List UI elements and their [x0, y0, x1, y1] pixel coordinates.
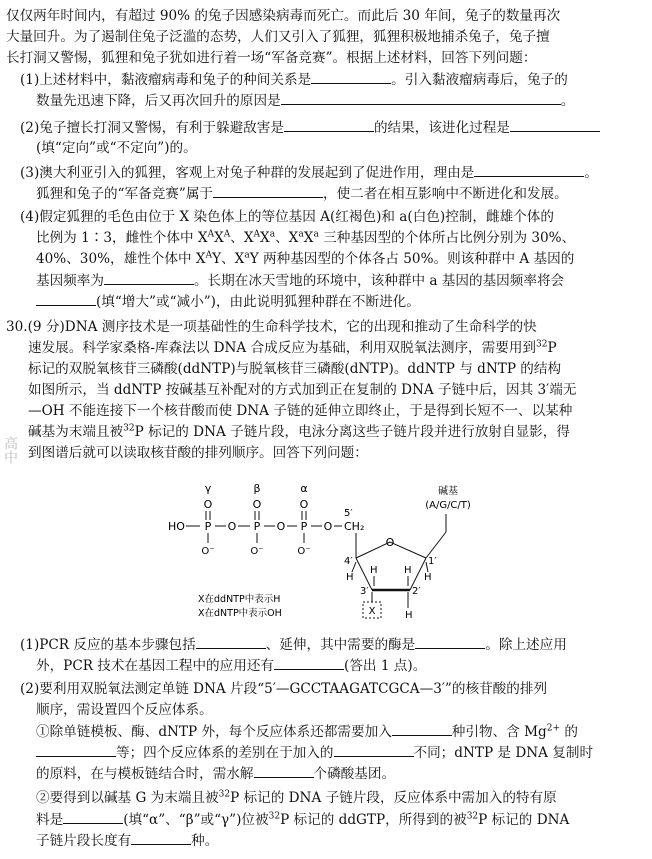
superscript: a	[269, 229, 276, 240]
ho-group: HO	[168, 520, 185, 533]
carbon-3-label: 3′	[360, 586, 369, 597]
phosphate-beta: P	[253, 520, 261, 533]
superscript: 32	[268, 811, 281, 822]
text-line-26	[36, 721, 646, 742]
superscript: a	[313, 229, 319, 240]
text-run: 、延伸，其中需要的酶是	[265, 637, 416, 653]
text-line-29	[36, 788, 646, 808]
text-line-21	[28, 443, 646, 463]
text-line-30	[36, 809, 646, 830]
text-run: 外，PCR 技术在基因工程中的应用还有	[36, 658, 275, 674]
bridge-oxygen-1: O	[227, 520, 237, 533]
hydrogen-c1: H	[424, 572, 432, 583]
text-line-4	[20, 69, 646, 90]
superscript: A	[205, 250, 213, 261]
text-run: 长打洞又警惕，狐狸和兔子犹如进行着一场“军备竞赛”。根据上述材料，回答下列问题：	[6, 50, 537, 66]
base-title: 碱基	[438, 486, 458, 497]
text-run: 三种基因型的个体所占比例分别为 30%、	[318, 230, 576, 246]
x-substituent: X	[368, 606, 376, 617]
text-run: 子链片段长度有	[36, 833, 132, 849]
note-dntp: X在dNTP中表示OH	[198, 608, 282, 619]
text-run: 到图谱后就可以读取核苷酸的排列顺序。回答下列问题：	[28, 445, 368, 461]
answer-blank[interactable]	[213, 183, 323, 198]
text-run: 。引入黏液瘤病毒后，兔子的	[391, 72, 568, 88]
text-run: 、X	[275, 230, 299, 246]
beta-label: β	[253, 482, 261, 495]
answer-blank[interactable]	[196, 634, 266, 649]
text-run: (2)要利用双脱氧法测定单链 DNA 片段“5′—GCCTAAGATCGCA—3′”的核苷酸的排列	[20, 681, 548, 697]
ring-oxygen: O	[385, 536, 395, 549]
text-run: (3)澳大利亚引入的狐狸，客观上对兔子种群的发展起到了促进作用，理由是	[20, 165, 475, 181]
text-run: 比例为 1∶3，雌性个体中 X	[36, 230, 208, 246]
text-line-15	[6, 317, 646, 337]
answer-blank[interactable]	[254, 763, 314, 778]
text-run: 仅仅两年时间内，有超过 90% 的兔子因感染病毒而死亡。而此后 30 年间，兔子的数量再次	[6, 8, 561, 24]
answer-blank[interactable]	[63, 809, 123, 824]
text-run: 。除上述应用	[485, 637, 567, 653]
answer-blank[interactable]	[36, 742, 116, 757]
text-run: (1)PCR 反应的基本步骤包括	[20, 637, 196, 653]
oxygen-top-1: O	[203, 498, 213, 511]
text-run: ，使二者在相互影响中不断进化和发展。	[323, 186, 568, 202]
text-line-5	[36, 90, 646, 111]
text-line-10	[20, 207, 646, 227]
text-run: 。	[584, 165, 598, 181]
superscript: 2+	[546, 723, 560, 734]
text-run: 数量先迅速下降，后又再次回升的原因是	[36, 93, 281, 109]
text-run: 速发展。科学家桑格-库森法以 DNA 合成反应为基础，利用双脱氧法测序，需要用到	[28, 340, 537, 356]
text-run: 。	[560, 93, 575, 109]
o-minus-2: O⁻	[250, 546, 264, 557]
text-run: P 标记的 DNA 子链片段，电泳分离这些子链片段并进行放射自显影，得	[134, 424, 570, 440]
text-run: Y、X	[212, 251, 245, 267]
text-line-27	[36, 742, 646, 763]
superscript: 32	[218, 789, 231, 800]
text-run: (4)假定狐狸的毛色由位于 X 染色体上的等位基因 A(红褐色)和 a(白色)控制，雌雄个体的	[20, 209, 554, 225]
text-run: X	[260, 230, 270, 246]
text-run: 顺序，需设置四个反应体系。	[36, 702, 213, 718]
text-line-3	[6, 48, 646, 68]
superscript: A	[223, 229, 231, 240]
note-ddntp: X在ddNTP中表示H	[198, 594, 281, 605]
text-line-20	[28, 422, 646, 442]
text-run: X	[303, 230, 314, 246]
text-run: (填“定向”或“不定向”)的。	[36, 140, 197, 156]
superscript: 32	[536, 339, 548, 350]
carbon-4-label: 4′	[344, 556, 353, 567]
text-run: 狐狸和兔子的“军备竞赛”属于	[36, 186, 214, 202]
text-run: 30.(9 分)DNA 测序技术是一项基础性的生命科学技术，它的出现和推动了生命科学的快	[6, 319, 537, 335]
superscript: a	[298, 229, 304, 240]
text-run: 。长期在冰天雪地的环境中，该种群中 a 基因的基因频率将会	[193, 273, 565, 289]
text-run: 的原料，在与模板链结合时，需水解	[36, 766, 254, 782]
text-line-8	[20, 162, 646, 183]
base-options: (A/G/C/T)	[425, 500, 471, 511]
text-line-28	[36, 763, 646, 784]
hydrogen-c2-down: H	[405, 610, 413, 621]
carbon-5-label: 5′	[344, 508, 353, 519]
text-line-22	[20, 634, 646, 655]
text-run: 不同；dNTP 是 DNA 复制时	[413, 745, 594, 761]
text-run: 大量回升。为了遏制住兔子泛滥的态势，人们又引入了狐狸，狐狸积极地捕杀兔子，兔子擅	[6, 29, 550, 45]
answer-blank[interactable]	[392, 721, 452, 736]
text-line-24	[20, 679, 646, 699]
text-line-23	[36, 655, 646, 676]
hydrogen-c4: H	[346, 572, 354, 583]
text-run: (1)上述材料中，黏液瘤病毒和兔子的种间关系是	[20, 72, 312, 88]
text-line-25	[36, 700, 646, 720]
text-run: (答出 1 点)。	[344, 658, 427, 674]
text-run: 基因频率为	[36, 273, 104, 289]
answer-blank[interactable]	[474, 162, 584, 177]
text-line-11	[36, 228, 646, 248]
text-run: 个磷酸基团。	[313, 766, 396, 782]
text-line-18	[28, 380, 646, 400]
ch2-group: CH₂	[344, 520, 365, 533]
oxygen-top-2: O	[252, 498, 262, 511]
text-run: (2)兔子擅长打洞又警惕，有利于躲避敌害是	[20, 120, 284, 136]
text-run: ②要得到以碱基 G 为末端且被	[36, 790, 219, 806]
text-run: ①除单链模板、酶、dNTP 外，每个反应体系还都需要加入	[36, 724, 392, 740]
text-run: 种引物、含 Mg	[451, 724, 547, 740]
text-run: 种。	[191, 833, 219, 849]
answer-blank[interactable]	[311, 69, 391, 84]
text-line-16	[28, 338, 646, 358]
answer-blank[interactable]	[510, 117, 600, 132]
text-run: X	[214, 230, 224, 246]
answer-blank[interactable]	[334, 742, 414, 757]
text-line-6	[20, 117, 646, 138]
carbon-1-label: 1′	[428, 556, 437, 567]
text-line-19	[28, 401, 646, 421]
text-line-9	[36, 183, 646, 204]
text-run: —OH 不能连接下一个核苷酸而使 DNA 子链的延伸立即终止，于是得到长短不一、以某种	[28, 403, 573, 419]
text-run: P 标记的 ddGTP，所得到的被	[280, 812, 467, 828]
hydrogen-c3-up: H	[370, 565, 378, 576]
text-line-14	[36, 291, 646, 312]
text-run: 如图所示，当 ddNTP 按碱基互补配对的方式加到正在复制的 DNA 子链中后，因其 3′端无	[28, 382, 577, 398]
bridge-oxygen-3: O	[323, 520, 333, 533]
phosphate-alpha: P	[300, 520, 308, 533]
superscript: A	[207, 229, 215, 240]
gamma-label: γ	[204, 482, 212, 495]
text-run: 40%、30%，雄性个体中 X	[36, 251, 206, 267]
text-line-12	[36, 249, 646, 269]
o-minus-3: O⁻	[297, 546, 311, 557]
text-line-31	[36, 830, 646, 851]
text-run: P 标记的 DNA 子链片段，反应体系中需加入的特有原	[230, 790, 557, 806]
phosphate-gamma: P	[204, 520, 212, 533]
text-run: 的结果，该进化过程是	[373, 120, 510, 136]
answer-blank[interactable]	[131, 830, 191, 845]
watermark: 高中	[2, 436, 18, 464]
o-minus-1: O⁻	[201, 546, 215, 557]
nucleotide-structure-figure	[160, 480, 500, 630]
bridge-oxygen-2: O	[276, 520, 286, 533]
text-run: 碱基为末端且被	[28, 424, 124, 440]
text-run: 等；四个反应体系的差别在于加入的	[116, 745, 334, 761]
superscript: A	[253, 229, 261, 240]
answer-blank[interactable]	[284, 117, 374, 132]
text-run: P	[547, 340, 557, 356]
text-run: P 标记的 DNA	[478, 812, 570, 828]
text-run: 的	[560, 724, 578, 740]
text-line-17	[28, 359, 646, 379]
answer-blank[interactable]	[104, 270, 194, 285]
answer-blank[interactable]	[281, 90, 561, 105]
hydrogen-c2-up: H	[404, 565, 412, 576]
superscript: 32	[123, 423, 135, 434]
text-run: 、X	[230, 230, 254, 246]
text-run: (填“α”、“β”或“γ”)位被	[123, 812, 269, 828]
superscript: 32	[466, 811, 479, 822]
text-run: 料是	[36, 812, 64, 828]
text-run: 标记的双脱氧核苷三磷酸(ddNTP)与脱氧核苷三磷酸(dNTP)。ddNTP 与 dNTP 的结构	[28, 361, 562, 377]
answer-blank[interactable]	[415, 634, 485, 649]
answer-blank[interactable]	[274, 655, 344, 670]
text-run: (填“增大”或“减小”)，由此说明狐狸种群在不断进化。	[96, 294, 420, 310]
text-run: Y 两种基因型的个体各占 50%。则该种群中 A 基因的	[249, 251, 575, 267]
answer-blank[interactable]	[36, 291, 96, 306]
text-line-2	[6, 27, 646, 47]
text-line-1	[6, 6, 646, 26]
carbon-2-label: 2′	[412, 586, 421, 597]
oxygen-top-3: O	[299, 498, 309, 511]
text-line-7	[36, 138, 646, 158]
text-line-13	[36, 270, 646, 291]
superscript: a	[244, 250, 250, 261]
alpha-label: α	[300, 482, 308, 495]
